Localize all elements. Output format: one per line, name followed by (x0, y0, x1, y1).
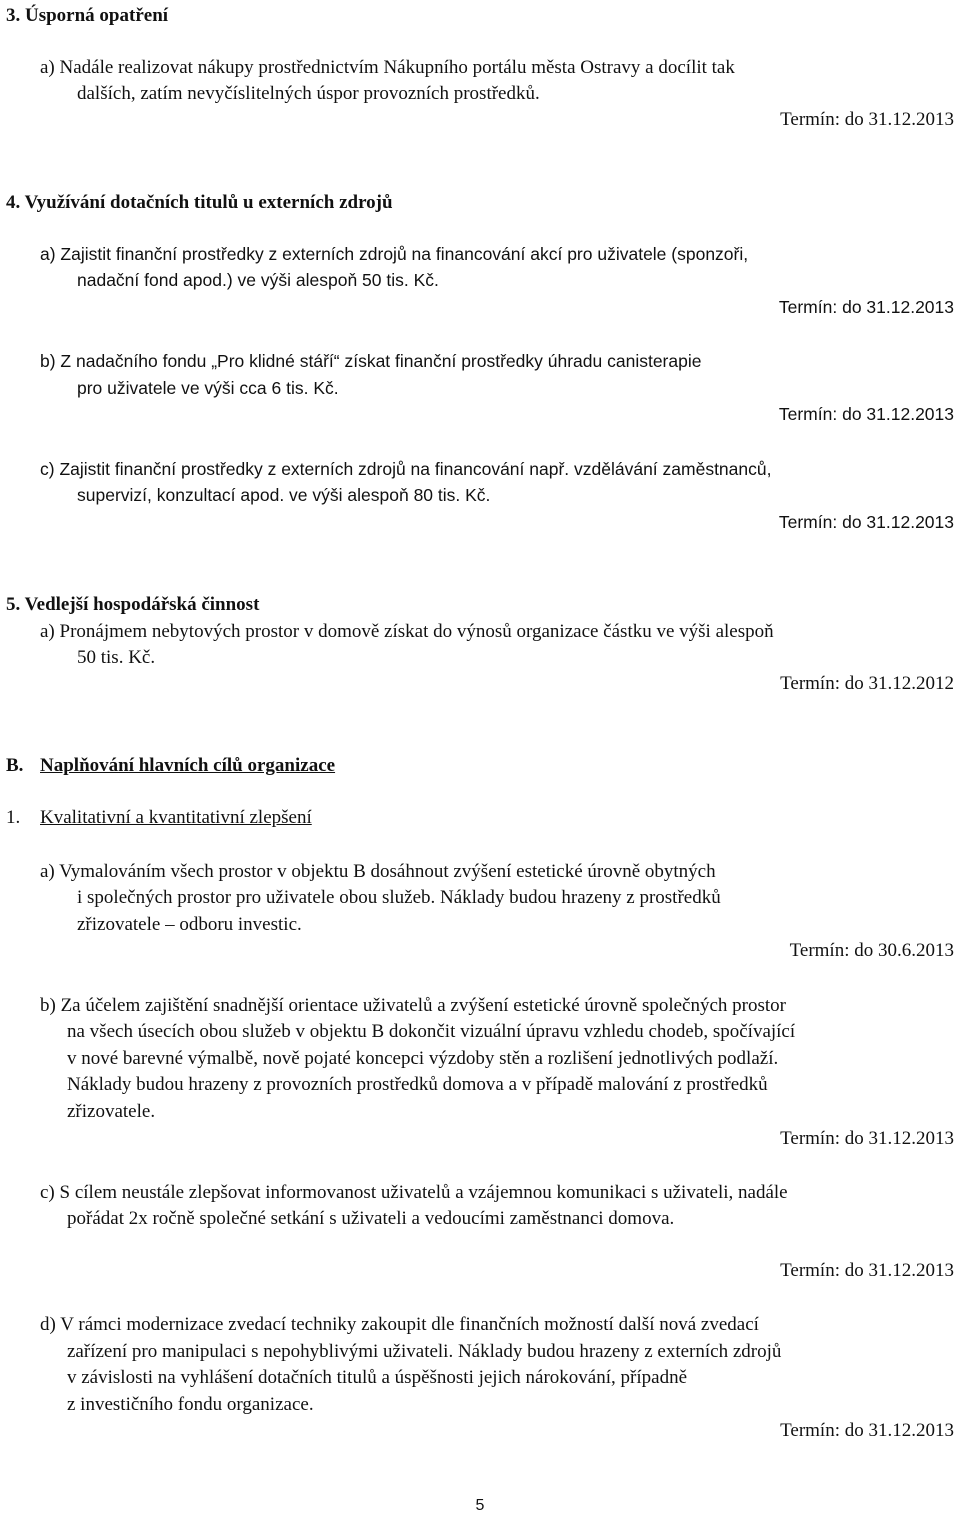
s5-a-line2: 50 tis. Kč. (77, 647, 156, 668)
s1-a-termin: Termín: do 30.6.2013 (789, 940, 954, 961)
s3-a-line1: a) Nadále realizovat nákupy prostřednictvím Nákupního portálu města Ostravy a docílit tak (40, 57, 735, 78)
s1-c-line1: c) S cílem neustále zlepšovat informovanost uživatelů a vzájemnou komunikaci s uživateli, nadále (40, 1182, 788, 1203)
s4-c-line2: supervizí, konzultací apod. ve výši alespoň 80 tis. Kč. (77, 485, 491, 505)
s1-a-line1: a) Vymalováním všech prostor v objektu B dosáhnout zvýšení estetické úrovně obytných (40, 861, 716, 882)
s3-a-line2: dalších, zatím nevyčíslitelných úspor provozních prostředků. (77, 83, 540, 104)
s1-b-line1: b) Za účelem zajištění snadnější orientace uživatelů a zvýšení estetické úrovně společných prostor (40, 995, 786, 1016)
s4-b-termin: Termín: do 31.12.2013 (778, 404, 954, 424)
section-1-number: 1. (6, 807, 21, 828)
section-1-heading: Kvalitativní a kvantitativní zlepšení (40, 807, 312, 828)
s1-b-line3: v nové barevné výmalbě, nově pojaté koncepci výzdoby stěn a rozlišení jednotlivých podlaží. (67, 1048, 779, 1069)
s1-b-line2: na všech úsecích obou služeb v objektu B dokončit vizuální úpravu vzhledu chodeb, spočívající (67, 1021, 796, 1042)
section-5-heading: 5. Vedlejší hospodářská činnost (6, 594, 260, 615)
s4-c-line1: c) Zajistit finanční prostředky z externích zdrojů na financování např. vzdělávání zaměstnanců, (40, 459, 772, 479)
s1-d-line4: z investičního fondu organizace. (67, 1394, 314, 1415)
page-number: 5 (475, 1497, 485, 1514)
s1-c-termin: Termín: do 31.12.2013 (780, 1260, 954, 1281)
s5-a-termin: Termín: do 31.12.2012 (780, 673, 954, 694)
s1-b-termin: Termín: do 31.12.2013 (780, 1128, 954, 1149)
s1-c-line2: pořádat 2x ročně společné setkání s uživateli a vedoucími zaměstnanci domova. (67, 1208, 675, 1229)
s4-b-line2: pro uživatele ve výši cca 6 tis. Kč. (77, 378, 339, 398)
s4-a-line1: a) Zajistit finanční prostředky z externích zdrojů na financování akcí pro uživatele (sponzoři, (40, 244, 749, 264)
s1-d-line2: zařízení pro manipulaci s nepohyblivými uživateli. Náklady budou hrazeny z externích zdrojů (67, 1341, 782, 1362)
s4-a-termin: Termín: do 31.12.2013 (778, 297, 954, 317)
s1-a-line3: zřizovatele – odboru investic. (77, 914, 302, 935)
s4-b-line1: b) Z nadačního fondu „Pro klidné stáří“ získat finanční prostředky úhradu canisterapie (40, 351, 702, 371)
s1-d-termin: Termín: do 31.12.2013 (780, 1420, 954, 1441)
s5-a-line1: a) Pronájmem nebytových prostor v domově získat do výnosů organizace částku ve výši alespoň (40, 621, 774, 642)
s1-a-line2: i společných prostor pro uživatele obou služeb. Náklady budou hrazeny z prostředků (77, 887, 721, 908)
s4-c-termin: Termín: do 31.12.2013 (778, 512, 954, 532)
s1-d-line1: d) V rámci modernizace zvedací techniky zakoupit dle finančních možností další nová zvedací (40, 1314, 759, 1335)
s1-b-line5: zřizovatele. (67, 1101, 156, 1122)
s3-a-termin: Termín: do 31.12.2013 (780, 109, 954, 130)
section-4-heading: 4. Využívání dotačních titulů u externích zdrojů (6, 192, 393, 213)
s1-b-line4: Náklady budou hrazeny z provozních prostředků domova a v případě malování z prostředků (67, 1074, 768, 1095)
section-b-heading: Naplňování hlavních cílů organizace (40, 755, 336, 776)
s1-d-line3: v závislosti na vyhlášení dotačních titulů a úspěšnosti jejich nárokování, případně (67, 1367, 687, 1388)
section-3-heading: 3. Úsporná opatření (6, 5, 169, 26)
s4-a-line2: nadační fond apod.) ve výši alespoň 50 tis. Kč. (77, 270, 439, 290)
section-b-letter: B. (6, 755, 24, 776)
